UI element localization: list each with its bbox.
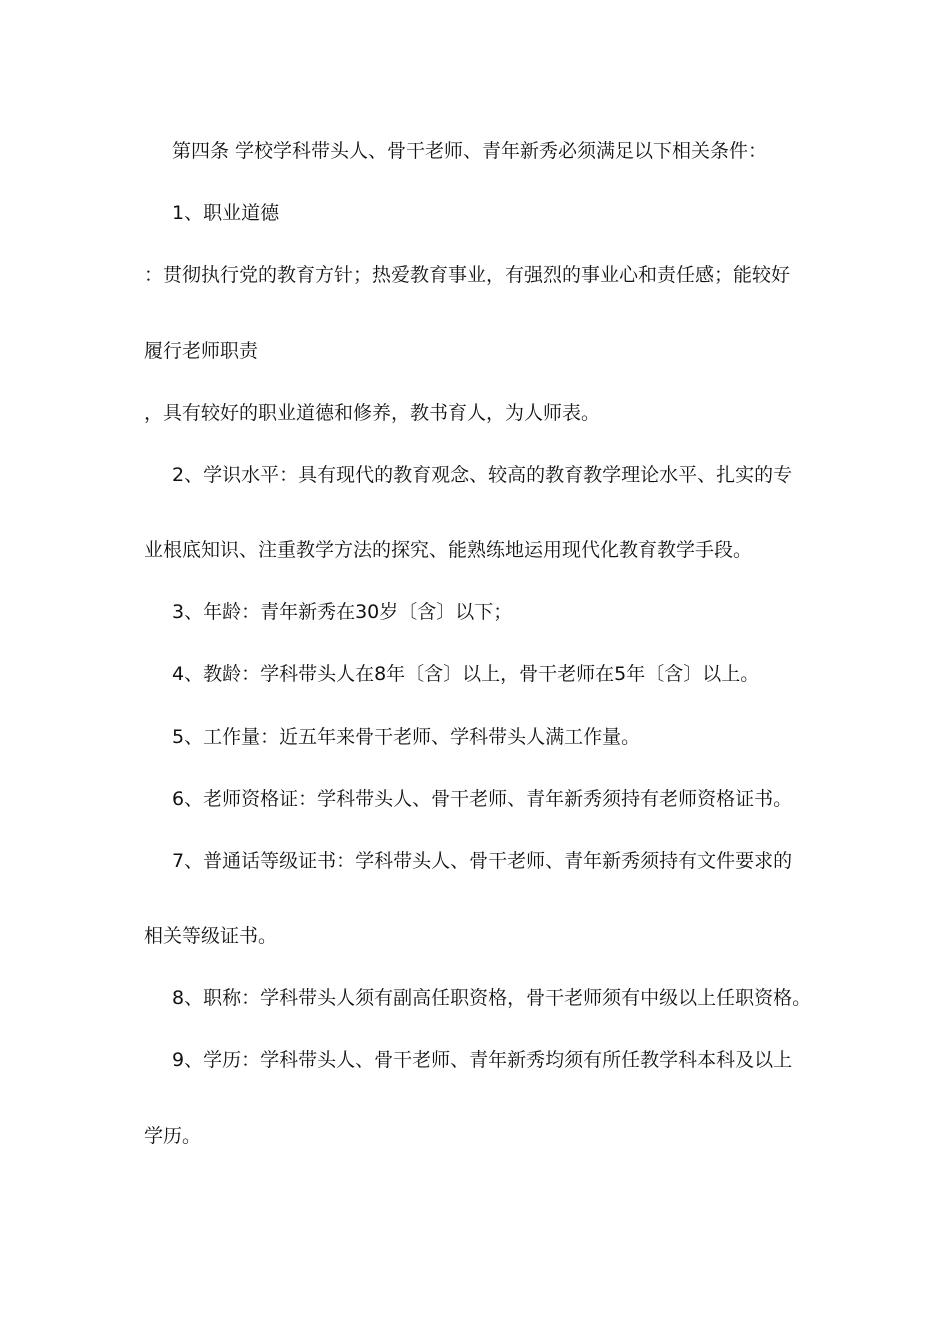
item-8-text: 8、职称：学科带头人须有副高任职资格，骨干老师须有中级以上任职资格。 [172,987,812,1009]
item-3-text: 3、年龄：青年新秀在30岁〔含〕以下； [172,601,513,623]
item-7-text: 相关等级证书。 [144,925,278,947]
item-1-title: 1、职业道德 [172,202,280,224]
item-9-text: 9、学历：学科带头人、骨干老师、青年新秀均须有所任教学科本科及以上 [172,1049,793,1071]
item-5-text: 5、工作量：近五年来骨干老师、学科带头人满工作量。 [172,726,641,748]
item-2-text: 2、学识水平：具有现代的教育观念、较高的教育教学理论水平、扎实的专 [172,464,793,486]
article-heading: 第四条 学校学科带头人、骨干老师、青年新秀必须满足以下相关条件： [172,140,768,162]
item-1-text: ：贯彻执行党的教育方针；热爱教育事业，有强烈的事业心和责任感；能较好 [144,264,791,286]
item-2-text: 业根底知识、注重教学方法的探究、能熟练地运用现代化教育教学手段。 [144,539,753,561]
item-1-text: ，具有较好的职业道德和修养，教书育人，为人师表。 [144,402,601,424]
item-7-text: 7、普通话等级证书：学科带头人、骨干老师、青年新秀须持有文件要求的 [172,850,793,872]
item-1-text: 履行老师职责 [144,340,259,362]
item-9-text: 学历。 [144,1125,202,1147]
item-6-text: 6、老师资格证：学科带头人、骨干老师、青年新秀须持有老师资格证书。 [172,788,793,810]
item-4-text: 4、教龄：学科带头人在8年〔含〕以上，骨干老师在5年〔含〕以上。 [172,663,760,685]
